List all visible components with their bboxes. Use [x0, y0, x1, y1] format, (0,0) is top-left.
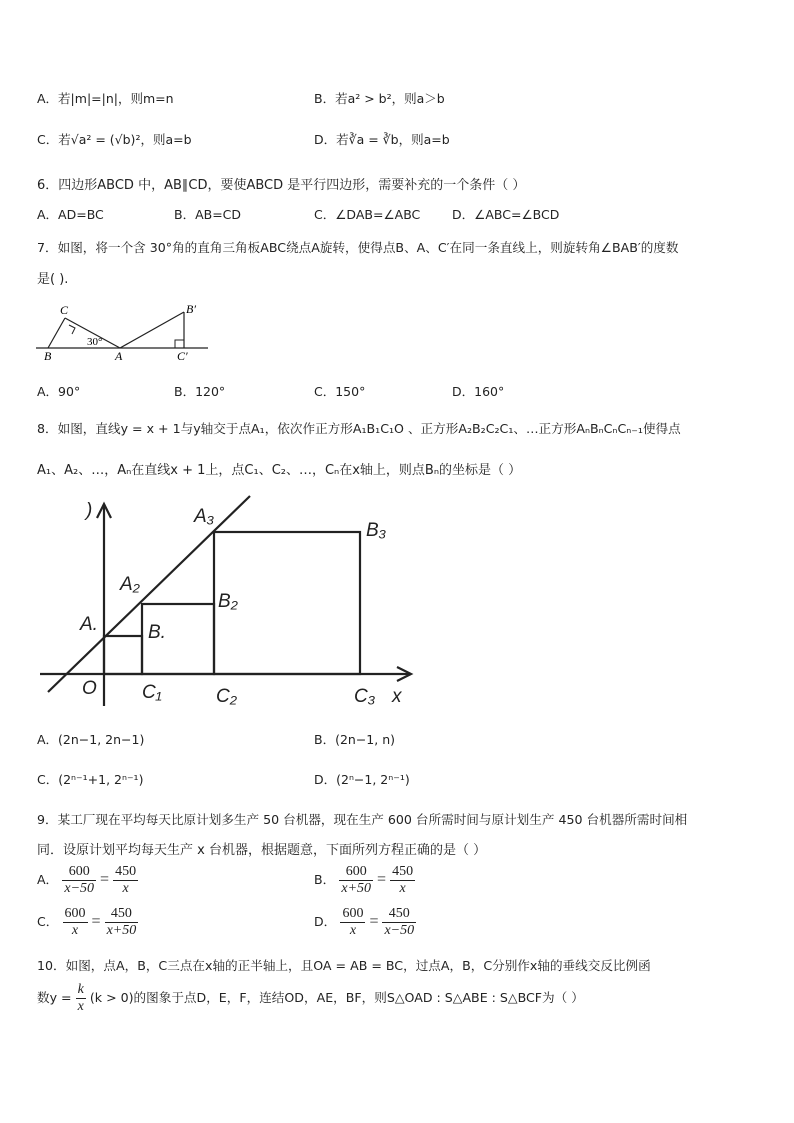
q7-label-b: B — [44, 349, 52, 363]
q9-option-d-left-fraction — [340, 906, 365, 939]
q9-d-left-den: x — [349, 923, 357, 938]
q9-option-a-label: A． — [37, 872, 59, 887]
q10-function-fraction — [76, 982, 86, 1015]
q6-stem: 6．四边形ABCD 中，AB∥CD，要使ABCD 是平行四边形，需要补充的一个条件（ ） — [37, 178, 526, 193]
q9-b-right-den: x — [399, 881, 406, 896]
q8-option-b: B．(2n−1, n) — [314, 732, 395, 747]
q9-option-d-label: D． — [314, 914, 337, 929]
q6-option-a: A．AD=BC — [37, 207, 104, 222]
q9-c-left-num: 600 — [64, 906, 86, 921]
q7-option-b: B．120° — [174, 384, 226, 399]
q7-label-a: A — [115, 349, 123, 363]
q9-option-b: B． $\frac{600}{x+50}$ = $\frac{450}{x}$ — [314, 864, 414, 896]
q8-label-x: x — [392, 686, 402, 707]
q9-option-b-right-fraction — [390, 864, 415, 897]
q9-option-a-left-fraction — [62, 864, 96, 897]
q8-stem-line2: A₁、A₂、…，Aₙ在直线x + 1上，点C₁、C₂、…，Cₙ在x轴上，则点Bₙ的坐标是（ ） — [37, 463, 522, 478]
q8-label-c3: C₃ — [354, 686, 376, 707]
q9-option-b-label: B． — [314, 872, 336, 887]
q7-label-b-prime: B′ — [186, 302, 196, 316]
q9-a-right-num: 450 — [115, 864, 137, 879]
q8-label-c1: C₁ — [142, 682, 162, 703]
q9-stem-line1: 9．某工厂现在平均每天比原计划多生产 50 台机器，现在生产 600 台所需时间与原计划生产 450 台机器所需时间相 — [37, 812, 688, 827]
q7-label-c: C — [60, 303, 69, 317]
q8-option-d: D．(2ⁿ−1, 2ⁿ⁻¹) — [314, 772, 410, 787]
q7-option-d: D．160° — [452, 384, 505, 399]
q10-stem-suffix: (k > 0)的图象于点D，E，F，连结OD，AE，BF，则S△OAD : S△ABE : S△BCF为（ ） — [89, 990, 584, 1005]
q6-option-b: B．AB=CD — [174, 207, 242, 222]
q8-option-a: A．(2n−1, 2n−1) — [37, 732, 145, 747]
q9-b-left-num: 600 — [339, 864, 373, 881]
q9-option-c: C． $\frac{600}{x}$ = $\frac{450}{x+50}$ — [37, 906, 137, 938]
q6-option-d: D．∠ABC=∠BCD — [452, 207, 560, 222]
q9-c-right-den: x+50 — [106, 923, 137, 938]
q10-stem-line2 — [37, 982, 584, 1015]
q8-label-a3: A₃ — [194, 506, 215, 527]
q10-frac-num: k — [77, 982, 84, 997]
q9-c-left-den: x — [71, 923, 79, 938]
q8-label-a1: A. — [80, 614, 98, 635]
q7-option-a: A．90° — [37, 384, 81, 399]
q5-option-b: B．若a² > b²，则a＞b — [314, 91, 445, 106]
q9-a-right-den: x — [122, 881, 129, 896]
q7-stem-line2: 是( ). — [37, 272, 69, 287]
q8-squares-figure — [36, 494, 426, 716]
q9-option-d-right-fraction — [382, 906, 416, 939]
q5-option-d: D．若∛a = ∛b，则a=b — [314, 132, 450, 147]
q7-label-c-prime: C′ — [177, 349, 188, 363]
q9-stem-line2: 同．设原计划平均每天生产 x 台机器，根据题意，下面所列方程正确的是（ ） — [37, 843, 487, 858]
q10-stem-prefix: 数y = — [37, 990, 72, 1005]
q6-option-c: C．∠DAB=∠ABC — [314, 207, 421, 222]
q9-b-left-den: x+50 — [341, 881, 372, 896]
q7-option-c: C．150° — [314, 384, 366, 399]
q9-b-right-num: 450 — [392, 864, 414, 879]
q5-option-a: A．若|m|=|n|，则m=n — [37, 91, 174, 106]
q9-option-a: A． $\frac{600}{x-50}$ = $\frac{450}{x}$ — [37, 864, 137, 896]
q8-label-y: ) — [86, 500, 93, 521]
q9-c-right-num: 450 — [105, 906, 139, 923]
q9-option-c-label: C． — [37, 914, 59, 929]
q9-option-d: D． $\frac{600}{x}$ = $\frac{450}{x-50}$ — [314, 906, 415, 938]
q9-option-c-right-fraction — [105, 906, 139, 939]
q9-d-right-den: x−50 — [384, 923, 415, 938]
q9-d-left-num: 600 — [342, 906, 364, 921]
q7-label-angle: 30° — [87, 336, 103, 348]
q9-option-b-left-fraction — [339, 864, 373, 897]
q8-stem-line1: 8．如图，直线y = x + 1与y轴交于点A₁，依次作正方形A₁B₁C₁O 、正方形A₂B₂C₂C₁、…正方形AₙBₙCₙCₙ₋₁使得点 — [37, 421, 681, 436]
q5-option-c: C．若√a² = (√b)²，则a=b — [37, 132, 192, 147]
q8-label-a2: A₂ — [120, 574, 140, 595]
q8-label-b1: B. — [148, 622, 166, 643]
q9-option-a-right-fraction — [113, 864, 138, 897]
q8-label-c2: C₂ — [216, 686, 237, 707]
q8-label-b3: B₃ — [366, 520, 387, 541]
q10-stem-line1: 10．如图，点A，B，C三点在x轴的正半轴上，且OA = AB = BC，过点A，B，C分别作x轴的垂线交反比例函 — [37, 958, 651, 973]
q7-stem-line1: 7．如图，将一个含 30°角的直角三角板ABC绕点A旋转，使得点B、A、C′在同一条直线上，则旋转角∠BAB′的度数 — [37, 240, 679, 255]
q8-option-c: C．(2ⁿ⁻¹+1, 2ⁿ⁻¹) — [37, 772, 144, 787]
q7-triangle-figure — [36, 298, 216, 364]
q9-a-left-den: x−50 — [64, 881, 95, 896]
q9-d-right-num: 450 — [382, 906, 416, 923]
q8-label-b2: B₂ — [218, 591, 238, 612]
q9-option-c-left-fraction — [63, 906, 88, 939]
q8-label-o: O — [82, 678, 97, 699]
q10-frac-den: x — [77, 999, 84, 1014]
q9-a-left-num: 600 — [62, 864, 96, 881]
